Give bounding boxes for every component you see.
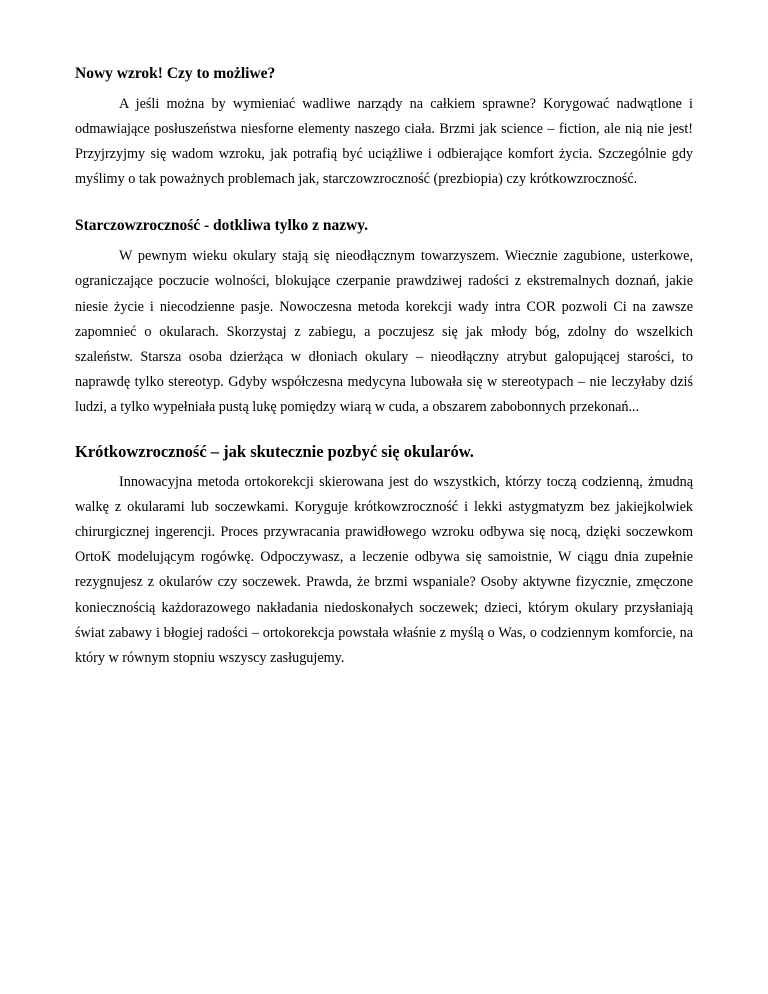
section-title: Nowy wzrok! Czy to możliwe? <box>75 65 276 82</box>
document-page <box>75 62 693 671</box>
section-new-vision <box>75 62 693 192</box>
section-title: Starczowzroczność - dotkliwa tylko z nazwy. <box>75 217 369 235</box>
section-paragraph: A jeśli można by wymieniać wadliwe narządy na całkiem sprawne? Korygować nadwątlone i odmawiające posłuszeństwa niesforne elementy naszego ciała. Brzmi jak science – fiction, ale nią nie jest! Przyjrzyjmy się wadom wzroku, jak potrafią być uciążliwe i odbierające komfort życia. Szczególnie gdy myślimy o tak poważnych problemach jak, starczowzroczność (prezbiopia) czy krótkowzroczność. <box>75 96 693 188</box>
section-myopia <box>75 440 693 671</box>
section-title: Krótkowzroczność – jak skutecznie pozbyć się okularów. <box>75 442 474 462</box>
section-paragraph: Innowacyjna metoda ortokorekcji skierowana jest do wszystkich, którzy toczą codzienną, żmudną walkę z okularami lub soczewkami. Koryguje krótkowzroczność i lekki astygmatyzm bez jakiejkolwiek chirurgicznej ingerencji. Proces przywracania prawidłowego wzroku odbywa się nocą, dzięki soczewkom OrtoK modelującym rogówkę. Odpoczywasz, a leczenie odbywa się samoistnie, W ciągu dnia zupełnie rezygnujesz z okularów czy soczewek. Prawda, że brzmi wspaniale? Osoby aktywne fizycznie, zmęczone koniecznością każdorazowego nakładania niedoskonałych soczewek; dzieci, którym okulary przysłaniają świat zabawy i błogiej radości – ortokorekcja powstała właśnie z myślą o Was, o codziennym komforcie, na który w równym stopniu wszyscy zasługujemy. <box>75 474 693 666</box>
section-presbyopia <box>75 214 693 420</box>
section-paragraph: W pewnym wieku okulary stają się nieodłącznym towarzyszem. Wiecznie zagubione, usterkowe, ograniczające poczucie wolności, blokujące czerpanie prawdziwej radości z ekstremalnych doznań, jakie niesie życie i niecodzienne pasje. Nowoczesna metoda korekcji wady intra COR pozwoli Ci na zawsze zapomnieć o okularach. Skorzystaj z zabiegu, a poczujesz się jak młody bóg, zdolny do wszelkich szaleństw. Starsza osoba dzierżąca w dłoniach okulary – nieodłączny atrybut galopującej starości, to naprawdę tylko stereotyp. Gdyby współczesna medycyna lubowała się w stereotypach – nie leczyłaby dziś ludzi, a tylko wypełniała pustą lukę pomiędzy wiarą w cuda, a obszarem zabobonnych przekonań... <box>75 248 693 415</box>
